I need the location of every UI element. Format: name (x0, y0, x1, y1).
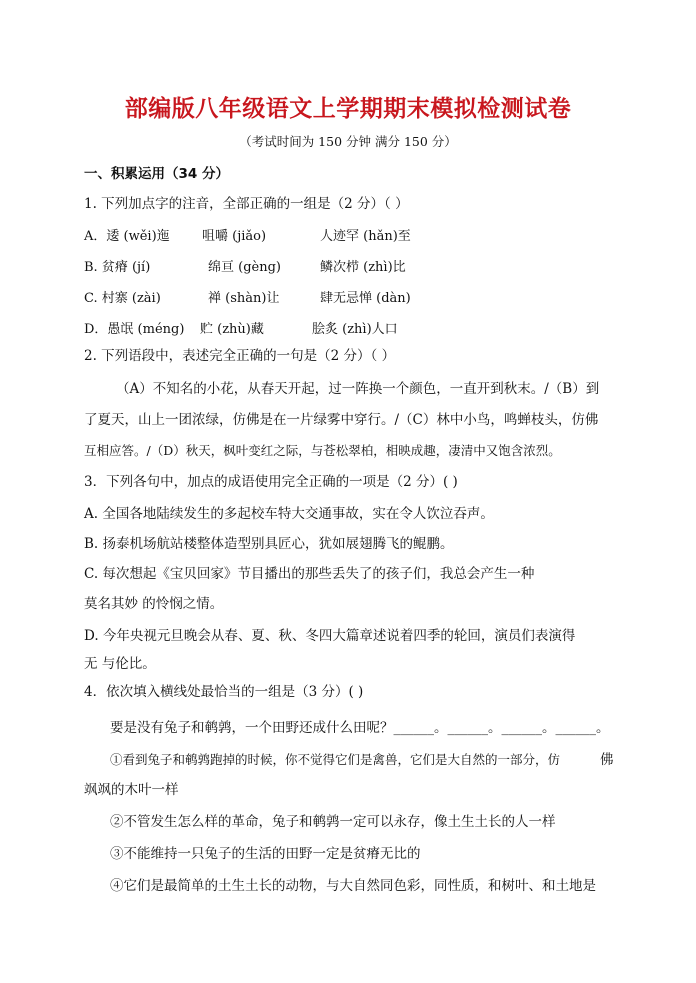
q1-option-b-1: B. 贫瘠 (jí) (84, 260, 151, 275)
q3-option-c: C. 每次想起《宝贝回家》节目播出的那些丢失了的孩子们，我总会产生一种 (84, 566, 535, 582)
q4-stem: 4．依次填入横线处最恰当的一组是（3 分）( ) (84, 684, 364, 700)
q3-option-a: A. 全国各地陆续发生的多起校车特大交通事故，实在令人饮泣吞声。 (84, 506, 494, 522)
q4-item-2: ②不管发生怎么样的革命，兔子和鹌鹑一定可以永存，像土生土长的人一样 (110, 814, 556, 830)
q3-stem: 3．下列各句中，加点的成语使用完全正确的一项是（2 分）( ) (84, 474, 458, 490)
q1-option-c-1: C. 村寨 (zài) (84, 291, 161, 306)
q4-item-1-cont: 飒飒的木叶一样 (84, 782, 179, 798)
q2-line-3: 互相应答。/（D）秋天，枫叶变红之际，与苍松翠柏，相映成趣，凄清中又饱含浓烈。 (84, 443, 561, 458)
exam-title: 部编版八年级语文上学期期末模拟检测试卷 (124, 96, 572, 122)
q1-option-b-3: 鳞次栉 (zhì)比 (320, 260, 406, 275)
q4-item-3: ③不能维持一只兔子的生活的田野一定是贫瘠无比的 (110, 846, 421, 862)
q3-option-d: D. 今年央视元旦晚会从春、夏、秋、冬四大篇章述说着四季的轮回，演员们表演得 (84, 628, 576, 644)
q3-option-d-cont: 无 与伦比。 (84, 656, 156, 672)
q1-option-d-1: D．愚氓 (méng) (84, 322, 185, 337)
exam-subtitle: （考试时间为 150 分钟 满分 150 分） (239, 134, 457, 149)
q3-option-b: B. 扬泰机场航站楼整体造型别具匠心，犹如展翅腾飞的鲲鹏。 (84, 536, 454, 552)
q1-option-b-2: 绵亘 (gèng) (208, 260, 281, 275)
q1-option-a-1: A．逶 (wěi)迤 (84, 229, 170, 244)
q1-option-c-2: 禅 (shàn)让 (208, 291, 280, 306)
q2-line-2: 了夏天，山上一团浓绿，仿佛是在一片绿雾中穿行。/（C）林中小鸟，鸣蝉枝头，仿佛 (84, 412, 599, 428)
q1-option-d-2: 贮 (zhù)藏 (200, 322, 264, 337)
q4-item-1-tail: 佛 (600, 752, 614, 768)
q2-line-1: （A）不知名的小花，从春天开起，过一阵换一个颜色，一直开到秋末。/（B）到 (116, 381, 600, 397)
q4-lead: 要是没有兔子和鹌鹑，一个田野还成什么田呢？______。______。______。______。 (110, 720, 610, 736)
section-heading: 一、积累运用（34 分） (84, 166, 229, 182)
q1-option-a-3: 人迹罕 (hǎn)至 (320, 229, 411, 244)
q1-option-a-2: 咀嚼 (jiǎo) (202, 229, 267, 244)
q4-item-1: ①看到兔子和鹌鹑跑掉的时候，你不觉得它们是禽兽，它们是大自然的一部分，仿 (110, 752, 561, 767)
q3-option-c-cont: 莫名其妙 的怜悯之情。 (84, 596, 224, 612)
q1-option-c-3: 肆无忌惮 (dàn) (320, 291, 411, 306)
q1-option-d-3: 脍炙 (zhì)人口 (312, 322, 398, 337)
q4-item-4: ④它们是最简单的土生土长的动物，与大自然同色彩，同性质，和树叶、和土地是 (110, 878, 596, 894)
q2-stem: 2. 下列语段中，表述完全正确的一句是（2 分）（ ） (84, 348, 396, 364)
q1-stem: 1. 下列加点字的注音，全部正确的一组是（2 分）（ ） (84, 196, 409, 212)
